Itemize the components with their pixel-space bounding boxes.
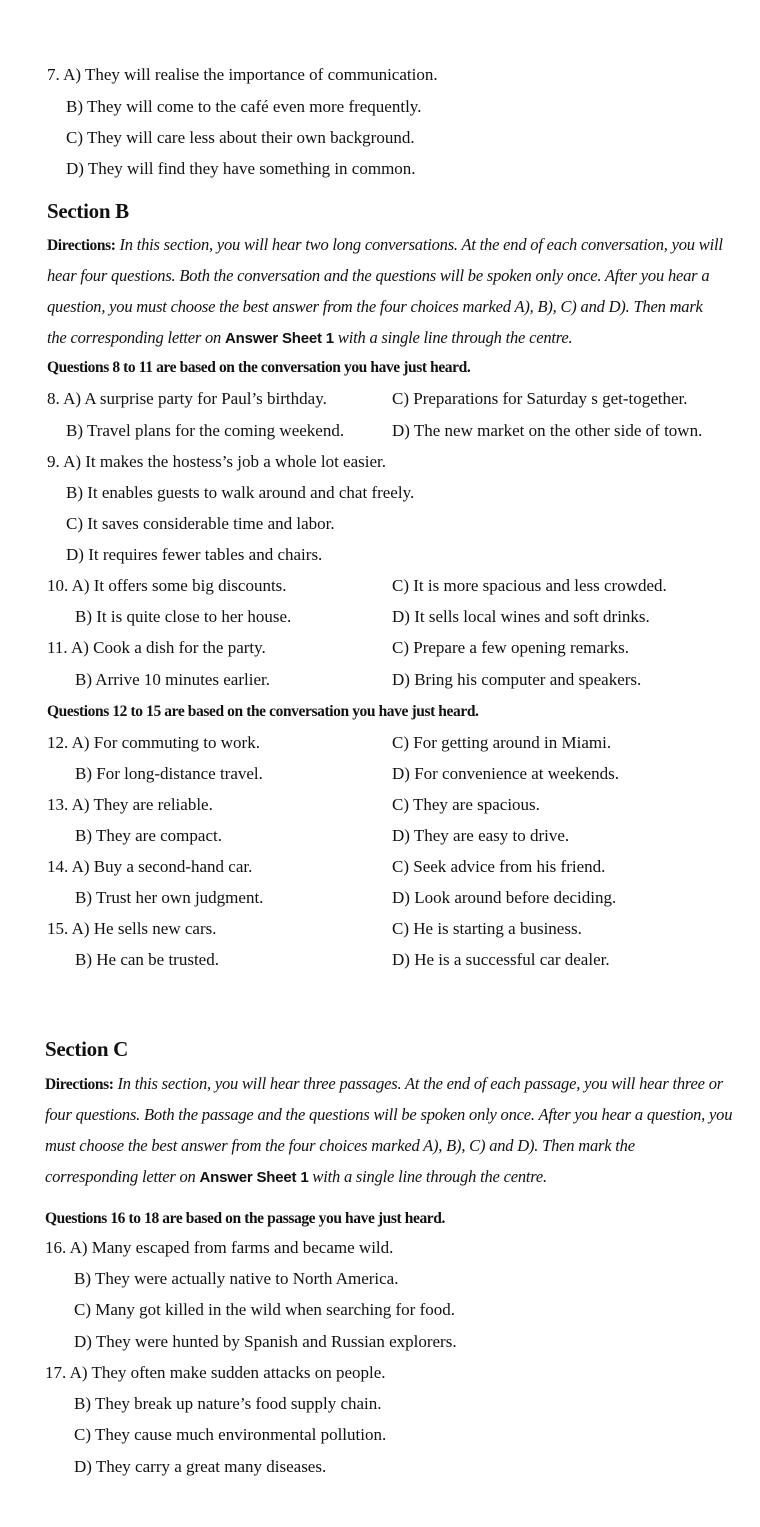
question-13-option-b: B) They are compact.: [75, 826, 222, 845]
question-12-option-c: C) For getting around in Miami.: [392, 733, 612, 752]
section-b-directions-line-4: [47, 327, 572, 350]
question-number: 7.: [47, 65, 60, 84]
question-7-option-b: B) They will come to the café even more frequently.: [66, 97, 422, 116]
question-number: 10.: [47, 576, 69, 595]
question-15-option-a: [47, 918, 217, 940]
question-number: 16.: [45, 1238, 67, 1257]
directions-text: with a single line through the centre.: [337, 328, 573, 347]
directions-label: Directions:: [47, 237, 116, 254]
question-11-option-d: D) Bring his computer and speakers.: [392, 670, 642, 689]
question-9-option-b: B) It enables guests to walk around and chat freely.: [66, 483, 415, 502]
option-text: A) A surprise party for Paul’s birthday.: [63, 389, 327, 408]
question-14-option-b: B) Trust her own judgment.: [75, 888, 264, 907]
question-10-option-b: B) It is quite close to her house.: [75, 607, 292, 626]
directions-label: Directions:: [45, 1076, 114, 1093]
question-16-option-d: D) They were hunted by Spanish and Russian explorers.: [74, 1332, 457, 1351]
question-11-option-c: C) Prepare a few opening remarks.: [392, 638, 629, 657]
option-text: A) It makes the hostess’s job a whole lot easier.: [63, 452, 386, 471]
answer-sheet-label: Answer Sheet 1: [199, 1169, 309, 1186]
directions-text: corresponding letter on: [45, 1167, 196, 1186]
question-15-option-d: D) He is a successful car dealer.: [392, 950, 610, 969]
question-16-option-c: C) Many got killed in the wild when searching for food.: [74, 1300, 456, 1319]
question-10-option-a: [47, 575, 287, 597]
section-b-directions-line-1: [47, 234, 723, 257]
question-number: 13.: [47, 795, 69, 814]
section-c-directions-line-2: four questions. Both the passage and the questions will be spoken only once. After you hear a question, you: [45, 1105, 733, 1124]
section-c-directions-line-4: [45, 1166, 547, 1189]
question-17-option-c: C) They cause much environmental pollution.: [74, 1425, 387, 1444]
question-7-option-d: D) They will find they have something in common.: [66, 159, 416, 178]
section-b-heading: Section B: [47, 199, 129, 223]
question-12-option-d: D) For convenience at weekends.: [392, 764, 620, 783]
question-8-option-b: B) Travel plans for the coming weekend.: [66, 421, 345, 440]
option-text: A) They are reliable.: [71, 795, 213, 814]
question-9-option-d: D) It requires fewer tables and chairs.: [66, 545, 323, 564]
question-number: 17.: [45, 1363, 67, 1382]
question-15-option-c: C) He is starting a business.: [392, 919, 582, 938]
question-12-option-b: B) For long-distance travel.: [75, 764, 263, 783]
question-8-option-a: [47, 388, 327, 410]
section-c-heading: Section C: [45, 1037, 129, 1061]
question-7-option-a: [47, 64, 438, 86]
directions-text: In this section, you will hear three passages. At the end of each passage, you will hear three or: [117, 1074, 723, 1093]
question-10-option-c: C) It is more spacious and less crowded.: [392, 576, 667, 595]
option-text: A) Cook a dish for the party.: [70, 638, 266, 657]
question-14-option-c: C) Seek advice from his friend.: [392, 857, 606, 876]
question-8-option-c: C) Preparations for Saturday s get-together.: [392, 389, 688, 408]
directions-text: the corresponding letter on: [47, 328, 222, 347]
question-11-option-b: B) Arrive 10 minutes earlier.: [75, 670, 270, 689]
question-group-heading: Questions 12 to 15 are based on the conversation you have just heard.: [47, 703, 479, 720]
question-13-option-a: [47, 794, 213, 816]
question-14-option-a: [47, 856, 252, 878]
question-13-option-c: C) They are spacious.: [392, 795, 540, 814]
question-8-option-d: D) The new market on the other side of town.: [392, 421, 703, 440]
option-text: A) He sells new cars.: [71, 919, 217, 938]
question-13-option-d: D) They are easy to drive.: [392, 826, 570, 845]
option-text: A) For commuting to work.: [71, 733, 260, 752]
question-number: 8.: [47, 389, 60, 408]
section-c-directions-line-3: must choose the best answer from the four choices marked A), B), C) and D). Then mark the: [45, 1136, 635, 1155]
question-16-option-a: [45, 1237, 393, 1259]
question-9-option-c: C) It saves considerable time and labor.: [66, 514, 335, 533]
question-number: 14.: [47, 857, 69, 876]
option-text: A) Many escaped from farms and became wild.: [69, 1238, 394, 1257]
section-c-directions-line-1: [45, 1073, 723, 1096]
question-9-option-a: [47, 451, 386, 473]
question-11-option-a: [47, 637, 266, 659]
question-number: 12.: [47, 733, 69, 752]
question-group-heading: Questions 8 to 11 are based on the conversation you have just heard.: [47, 359, 471, 376]
directions-text: with a single line through the centre.: [312, 1167, 547, 1186]
question-16-option-b: B) They were actually native to North America.: [74, 1269, 399, 1288]
question-number: 15.: [47, 919, 69, 938]
question-number: 11.: [47, 638, 68, 657]
question-7-option-c: C) They will care less about their own background.: [66, 128, 415, 147]
directions-text: In this section, you will hear two long conversations. At the end of each conversation, you will: [119, 235, 723, 254]
section-b-directions-line-3: question, you must choose the best answer from the four choices marked A), B), C) and D). Then mark: [47, 297, 703, 316]
question-14-option-d: D) Look around before deciding.: [392, 888, 617, 907]
question-17-option-b: B) They break up nature’s food supply chain.: [74, 1394, 382, 1413]
option-text: A) They often make sudden attacks on people.: [69, 1363, 386, 1382]
question-group-heading: Questions 16 to 18 are based on the passage you have just heard.: [45, 1210, 445, 1227]
question-number: 9.: [47, 452, 60, 471]
question-10-option-d: D) It sells local wines and soft drinks.: [392, 607, 650, 626]
section-b-directions-line-2: hear four questions. Both the conversation and the questions will be spoken only once. After you hear a: [47, 266, 710, 285]
option-text: A) It offers some big discounts.: [71, 576, 287, 595]
question-12-option-a: [47, 732, 260, 754]
question-17-option-a: [45, 1362, 386, 1384]
question-15-option-b: B) He can be trusted.: [75, 950, 219, 969]
question-17-option-d: D) They carry a great many diseases.: [74, 1457, 327, 1476]
answer-sheet-label: Answer Sheet 1: [225, 330, 334, 347]
option-text: A) They will realise the importance of communication.: [63, 65, 438, 84]
option-text: A) Buy a second-hand car.: [71, 857, 253, 876]
